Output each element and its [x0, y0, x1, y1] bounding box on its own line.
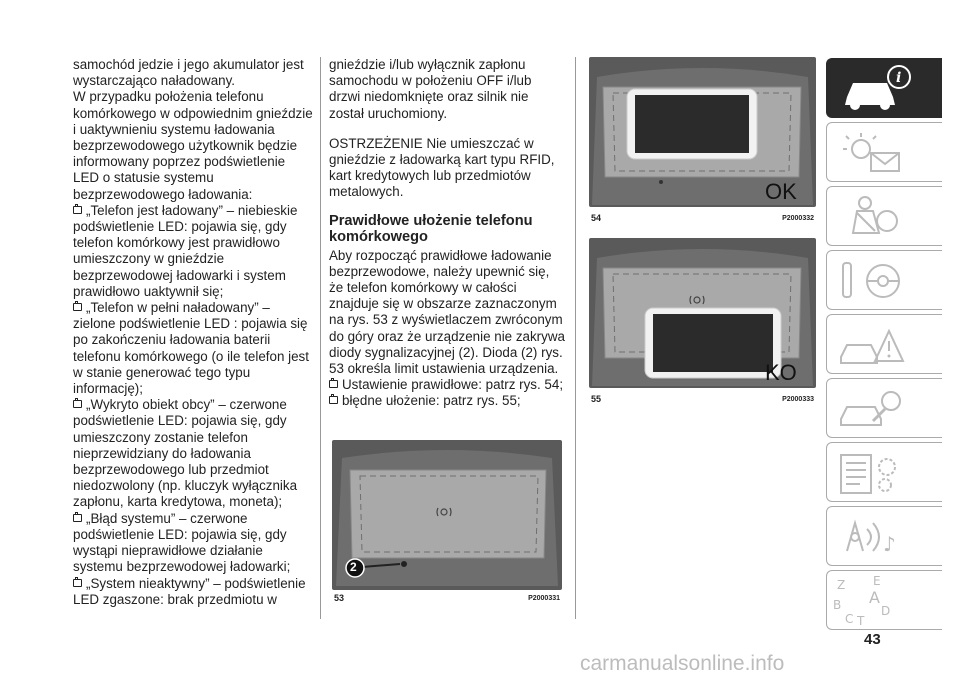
bullet-item: błędne ułożenie: patrz rys. 55;	[329, 393, 565, 409]
status-label: OK	[765, 179, 797, 204]
bullet-icon	[73, 206, 82, 214]
status-label: KO	[765, 360, 797, 385]
callout-number: 2	[350, 560, 357, 574]
page-number: 43	[864, 631, 881, 648]
index-letter: Z	[837, 578, 846, 592]
index-letter: E	[873, 574, 881, 588]
figure-code: P2000333	[782, 396, 814, 403]
bullet-item: Ustawienie prawidłowe: patrz rys. 54;	[329, 377, 565, 393]
tab-technical-data[interactable]	[826, 442, 942, 502]
index-letter: C	[845, 612, 854, 626]
bullet-icon	[329, 396, 338, 404]
watermark: carmanualsonline.info	[580, 652, 785, 675]
car-info-icon	[827, 59, 943, 119]
bullet-item: „Wykryto obiekt obcy” – czerwone podświetlenie LED: pojawia się, gdy umieszczony zostanie telefon nieprzewidziany do ładowania bezprzewodowego lub przedmiot niedozwolony (np. kluczyk wyłącznika zapłonu, karta kredytowa, moneta);	[73, 397, 298, 510]
tab-multimedia[interactable]	[826, 506, 942, 566]
bullet-item: „System nieaktywny” – podświetlenie LED zgaszone: brak przedmiotu w	[73, 575, 306, 607]
index-letter: T	[857, 614, 865, 628]
index-letter: B	[833, 598, 842, 612]
svg-text:i: i	[896, 70, 902, 86]
text-column-middle	[329, 57, 565, 410]
bullet-icon	[329, 380, 338, 388]
bullet-item: „Błąd systemu” – czerwone podświetlenie LED: pojawia się, gdy wystąpi nieprawidłowe działanie systemu bezprzewodowej ładowarki;	[73, 510, 291, 575]
warning-paragraph: OSTRZEŻENIE Nie umieszczać w gnieździe z ładowarką kart typu RFID, kart kredytowych lub przedmiotów metalowych.	[329, 135, 555, 200]
tab-starting-driving[interactable]	[826, 250, 942, 310]
bullet-item: „Telefon w pełni naładowany” – zielone podświetlenie LED : pojawia się po zakończeniu ładowania baterii telefonu komórkowego (o ile telefon jest w stanie generować tego typu informację);	[73, 300, 309, 397]
tab-safety[interactable]	[826, 186, 942, 246]
section-heading: Prawidłowe ułożenie telefonu komórkowego	[329, 212, 533, 246]
bullet-icon	[73, 514, 82, 522]
figure-code: P2000331	[528, 595, 560, 602]
text-column-left	[73, 57, 313, 608]
index-icon	[827, 571, 943, 631]
figure-55	[589, 238, 816, 404]
tab-index[interactable]	[826, 570, 942, 630]
multimedia-icon	[827, 507, 943, 567]
tab-lights-warnings[interactable]	[826, 122, 942, 182]
tab-car-info[interactable]	[826, 58, 942, 118]
maintenance-icon	[827, 379, 943, 439]
paragraph: W przypadku położenia telefonu komórkowego w odpowiednim gnieździe i uaktywnieniu systemu ładowania bezprzewodowego użytkownik będzie informowany poprzez podświetlenie LED o statusie systemu bezprzewodowego ładowania:	[73, 89, 313, 202]
bullet-icon	[73, 579, 82, 587]
emergency-icon	[827, 315, 943, 375]
svg-text:♪: ♪	[883, 532, 896, 556]
figure-54	[589, 57, 816, 223]
technical-data-icon	[827, 443, 943, 503]
tab-maintenance[interactable]	[826, 378, 942, 438]
lights-warnings-icon	[827, 123, 943, 183]
index-letter: D	[881, 604, 891, 618]
figure-number: 53	[334, 593, 345, 603]
figure-code: P2000332	[782, 215, 814, 222]
figure-number: 55	[591, 394, 602, 404]
charger-empty-image	[332, 440, 562, 590]
paragraph: gnieździe i/lub wyłącznik zapłonu samochodu w położeniu OFF i/lub drzwi niedomknięte oraz silnik nie został uruchomiony.	[329, 57, 532, 121]
column-divider	[320, 57, 321, 619]
paragraph: Aby rozpocząć prawidłowe ładowanie bezprzewodowe, należy upewnić się, że telefon komórkowy w całości znajduje się w obszarze zaznaczonym na rys. 53 z wyświetlaczem zwróconym do góry oraz że urządzenie nie zakrywa diody sygnalizacyjnej (2). Dioda (2) rys. 53 określa limit ustawienia urządzenia.	[329, 247, 565, 377]
bullet-icon	[73, 303, 82, 311]
bullet-icon	[73, 400, 82, 408]
safety-icon	[827, 187, 943, 247]
figure-53	[332, 440, 562, 606]
column-divider	[575, 57, 576, 619]
index-letter: A	[869, 588, 880, 607]
figure-number: 54	[591, 213, 602, 223]
bullet-item: „Telefon jest ładowany” – niebieskie podświetlenie LED: pojawia się, gdy telefon komórkowy jest prawidłowo umieszczony w gnieździe bezprzewodowej ładowarki i system prawidłowo uaktywnił się;	[73, 202, 298, 299]
paragraph: samochód jedzie i jego akumulator jest wystarczająco naładowany.	[73, 57, 304, 89]
starting-driving-icon	[827, 251, 943, 311]
tab-emergency[interactable]	[826, 314, 942, 374]
